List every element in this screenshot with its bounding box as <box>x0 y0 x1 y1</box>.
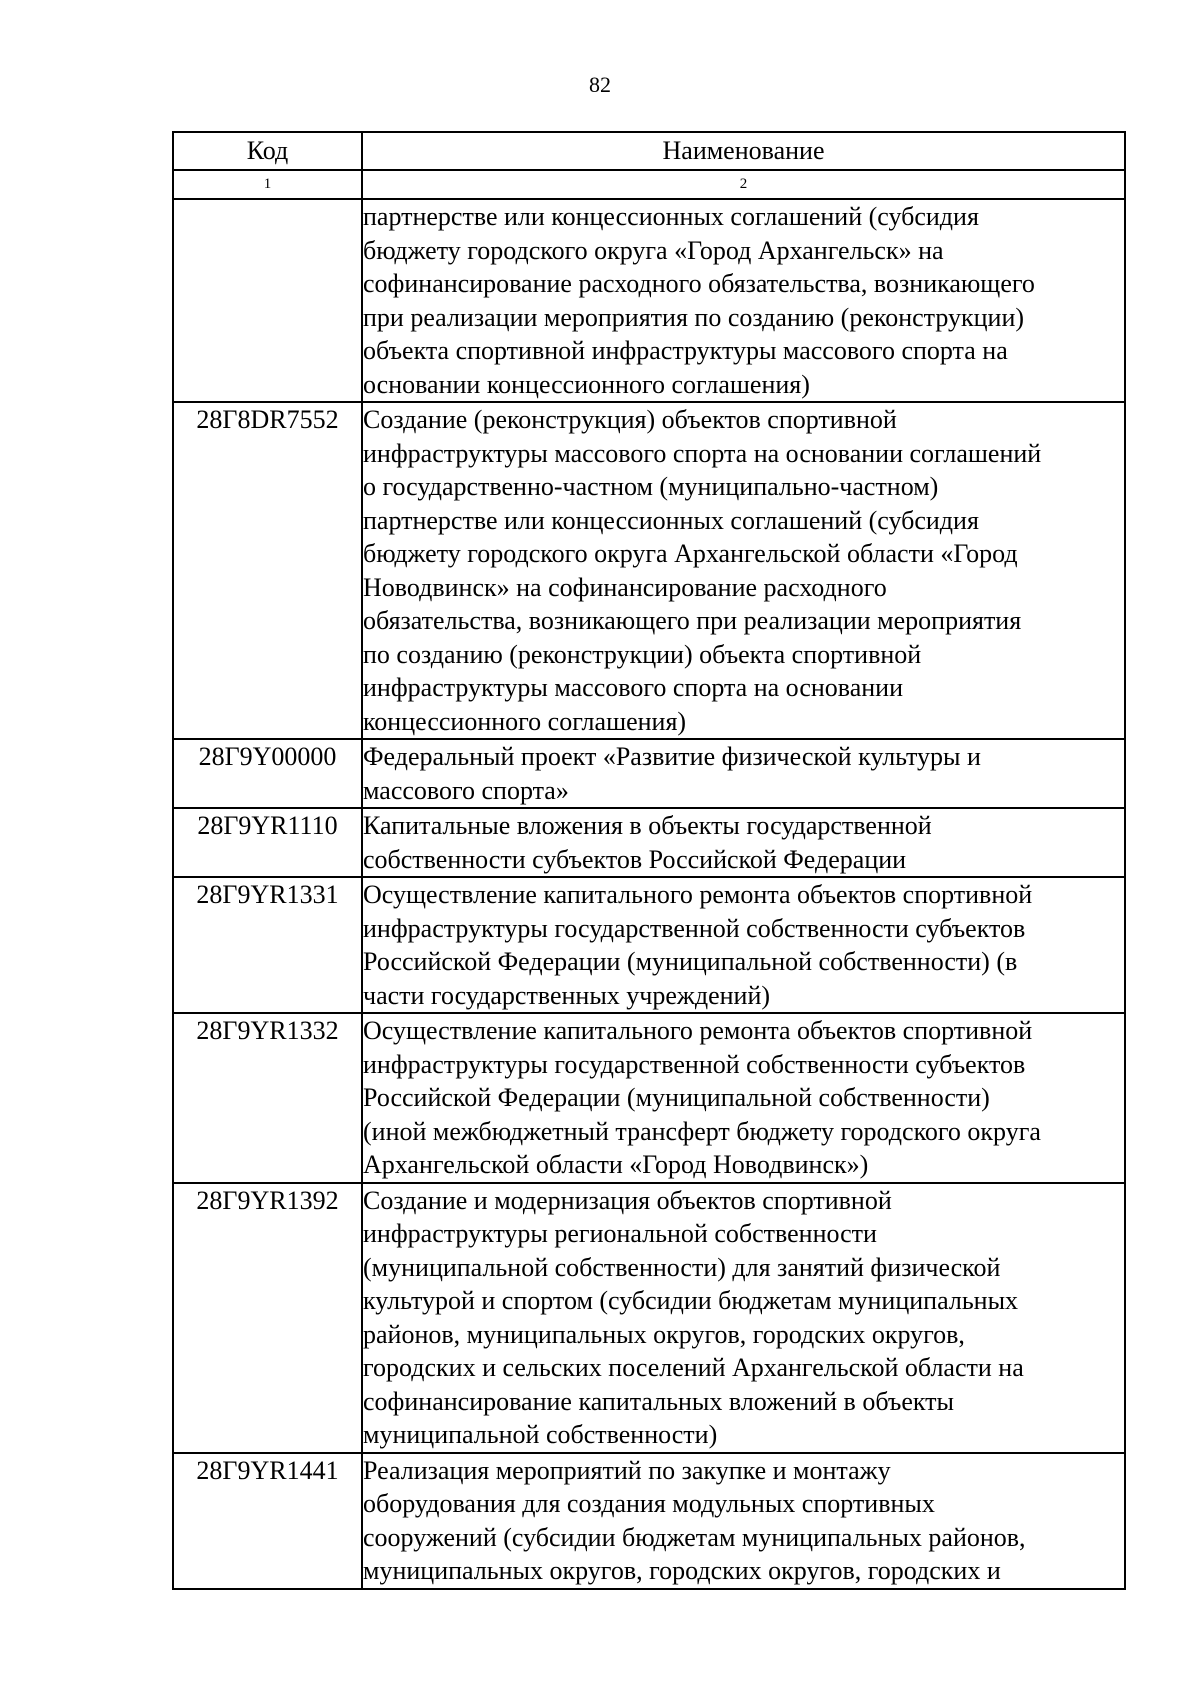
header-code: Код <box>173 132 362 170</box>
table-row <box>173 739 1125 808</box>
row-name: Капитальные вложения в объекты государственной собственности субъектов Российской Федерации <box>362 808 1125 877</box>
column-number-row <box>173 170 1125 199</box>
row-name: Создание и модернизация объектов спортивной инфраструктуры региональной собственности (муниципальной собственности) для занятий физической культурой и спортом (субсидии бюджетам муниципальных районов, муниципальных округов, городских округов, городских и сельских поселений Архангельской области на софинансирование капитальных вложений в объекты муниципальной собственности) <box>362 1183 1125 1453</box>
row-code: 28Г9YR1110 <box>173 808 362 877</box>
page-number: 82 <box>589 72 611 97</box>
row-code <box>173 199 362 402</box>
row-code: 28Г9YR1331 <box>173 877 362 1013</box>
table-row <box>173 808 1125 877</box>
row-name: Осуществление капитального ремонта объектов спортивной инфраструктуры государственной собственности субъектов Российской Федерации (муниципальной собственности) (иной межбюджетный трансферт бюджету городского округа Архангельской области «Город Новодвинск») <box>362 1013 1125 1183</box>
table-header-row <box>173 132 1125 170</box>
table-row <box>173 1013 1125 1183</box>
row-name: Реализация мероприятий по закупке и монтажу оборудования для создания модульных спортивных сооружений (субсидии бюджетам муниципальных районов, муниципальных округов, городских округов, городских и <box>362 1453 1125 1589</box>
row-code: 28Г9Y00000 <box>173 739 362 808</box>
table-row <box>173 1183 1125 1453</box>
column-number-1: 1 <box>173 170 362 199</box>
row-code: 28Г9YR1392 <box>173 1183 362 1453</box>
table-row <box>173 199 1125 402</box>
header-name: Наименование <box>362 132 1125 170</box>
row-name: Создание (реконструкция) объектов спортивной инфраструктуры массового спорта на основании соглашений о государственно-частном (муниципально-частном) партнерстве или концессионных соглашений (субсидия бюджету городского округа Архангельской области «Город Новодвинск» на софинансирование расходного обязательства, возникающего при реализации мероприятия по созданию (реконструкции) объекта спортивной инфраструктуры массового спорта на основании концессионного соглашения) <box>362 402 1125 739</box>
column-number-2: 2 <box>362 170 1125 199</box>
row-name: партнерстве или концессионных соглашений (субсидия бюджету городского округа «Город Архангельск» на софинансирование расходного обязательства, возникающего при реализации мероприятия по созданию (реконструкции) объекта спортивной инфраструктуры массового спорта на основании концессионного соглашения) <box>362 199 1125 402</box>
row-name: Осуществление капитального ремонта объектов спортивной инфраструктуры государственной собственности субъектов Российской Федерации (муниципальной собственности) (в части государственных учреждений) <box>362 877 1125 1013</box>
row-code: 28Г9YR1441 <box>173 1453 362 1589</box>
row-code: 28Г8DR7552 <box>173 402 362 739</box>
row-code: 28Г9YR1332 <box>173 1013 362 1183</box>
table-row <box>173 402 1125 739</box>
row-name: Федеральный проект «Развитие физической культуры и массового спорта» <box>362 739 1125 808</box>
table-row <box>173 877 1125 1013</box>
table-row <box>173 1453 1125 1589</box>
budget-code-table <box>172 131 1126 1590</box>
